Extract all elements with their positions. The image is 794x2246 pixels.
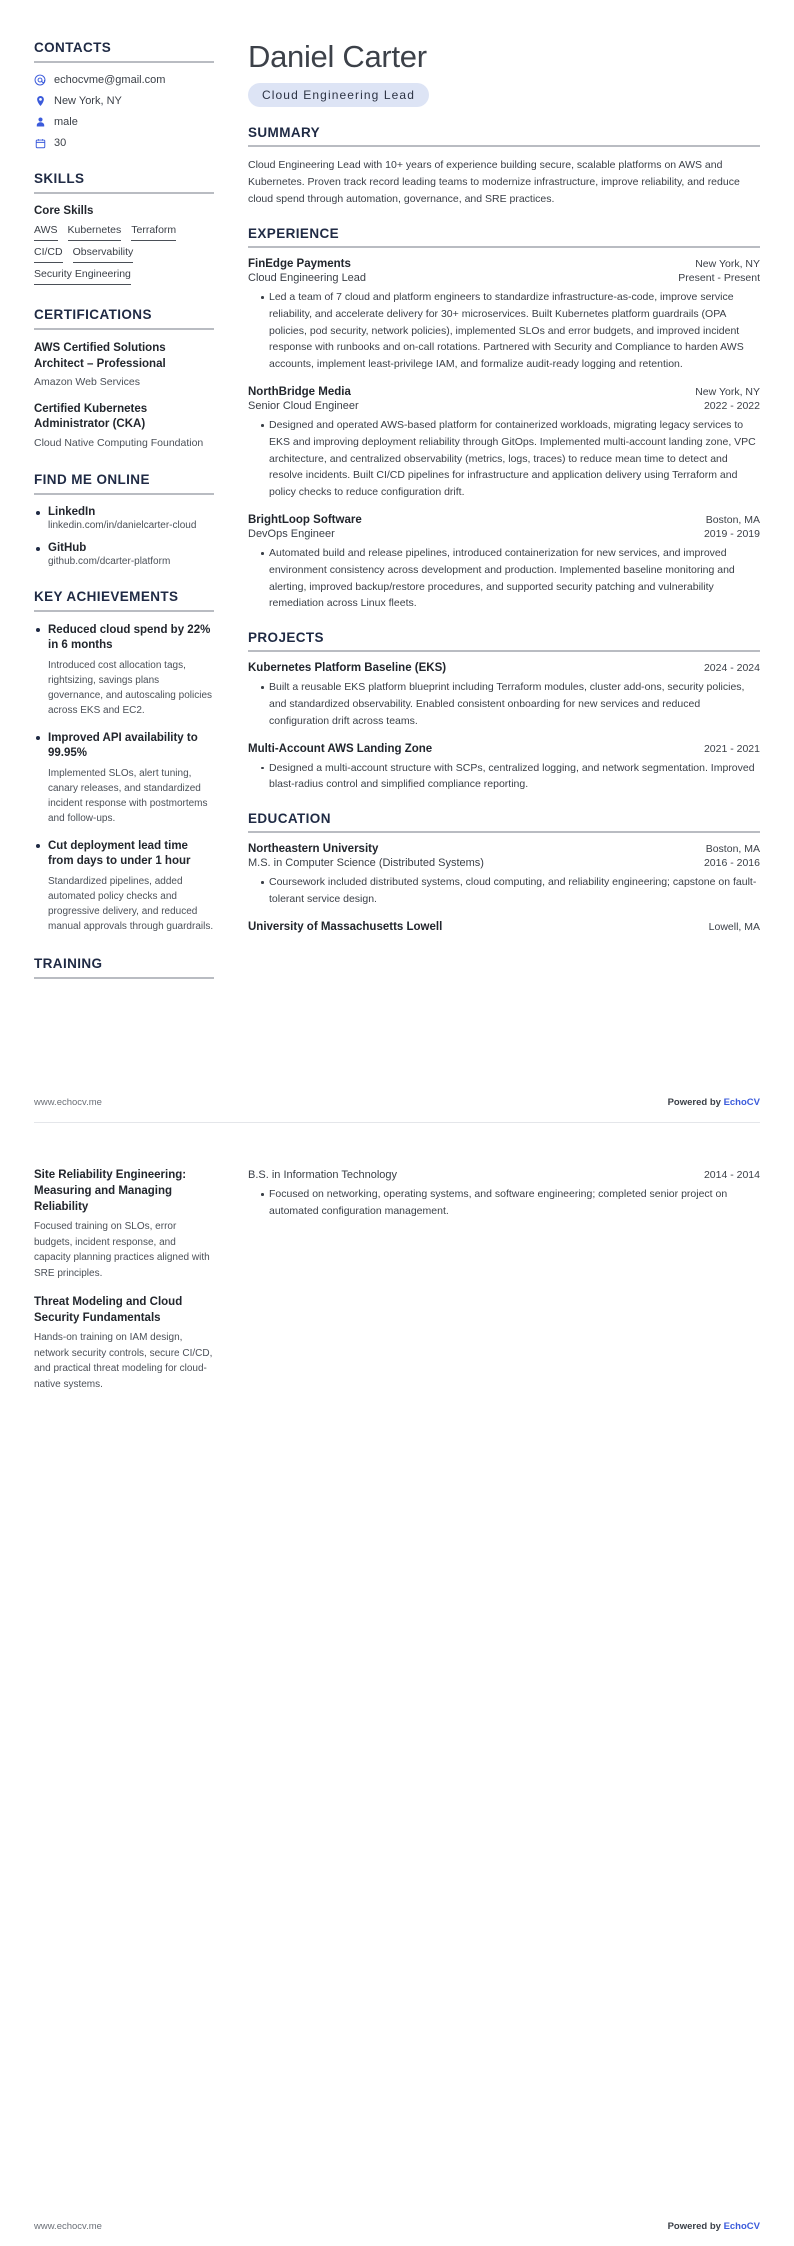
skills-group-title: Core Skills (34, 205, 94, 217)
footer-website[interactable]: www.echocv.me (34, 1097, 102, 1108)
experience-location: New York, NY (695, 386, 760, 399)
project-dates: 2021 - 2021 (703, 742, 760, 755)
section-divider (34, 192, 214, 194)
online-profile-linkedin[interactable] (34, 506, 214, 531)
online-profile-url[interactable]: github.com/dcarter-platform (48, 555, 171, 567)
certification-org: Cloud Native Computing Foundation (34, 436, 204, 449)
find-me-online-section (34, 472, 214, 567)
education-bullet: Coursework included distributed systems, cloud computing, and reliability engineering; capstone on fault-tolerant service design. (261, 874, 760, 908)
training-title: Threat Modeling and Cloud Security Fundamentals (34, 1296, 183, 1325)
online-profile-url[interactable]: linkedin.com/in/danielcarter-cloud (48, 519, 197, 531)
contact-value-location: New York, NY (54, 95, 122, 107)
project-name: Kubernetes Platform Baseline (EKS) (248, 662, 447, 675)
experience-location: New York, NY (695, 258, 760, 271)
education-entry-header (248, 921, 760, 933)
sidebar (34, 40, 232, 1087)
education-school: Northeastern University (248, 843, 379, 856)
skill-tag: Observability (73, 246, 134, 263)
education-dates: 2016 - 2016 (703, 857, 760, 870)
location-pin-icon (34, 95, 46, 107)
contacts-section (34, 40, 214, 149)
skills-heading: SKILLS (34, 171, 85, 186)
page-2-body (34, 1163, 760, 2211)
section-divider (34, 61, 214, 63)
section-divider (34, 977, 214, 979)
main-content-continued (232, 1167, 760, 2211)
achievement-item (34, 839, 214, 934)
section-divider (248, 650, 760, 652)
section-divider (34, 610, 214, 612)
experience-bullet: Led a team of 7 cloud and platform engineers to standardize infrastructure-as-code, improve service reliability, and accelerate delivery for 30+ microservices. Built Kubernetes platform guardrails (OPA policies, pod security, network policies), implemented SLOs and error budgets, and improved incident response with runbooks and on-call rotations. Partnered with Security and Compliance to harden AWS accounts, implement least-privilege IAM, and formalize audit-ready logging and retention. (261, 289, 760, 373)
experience-entry-header (248, 258, 760, 270)
training-item (34, 1294, 214, 1392)
experience-location: Boston, MA (705, 514, 760, 527)
experience-role: DevOps Engineer (248, 528, 335, 541)
training-description: Hands-on training on IAM design, network security controls, secure CI/CD, and practical threat modeling for cloud-native systems. (34, 1332, 213, 1390)
summary-heading: SUMMARY (248, 125, 321, 141)
certification-name: AWS Certified Solutions Architect – Professional (34, 342, 166, 370)
achievement-title: Improved API availability to 99.95% (48, 731, 198, 760)
section-divider (248, 831, 760, 833)
training-section-heading (34, 956, 214, 979)
experience-heading: EXPERIENCE (248, 226, 340, 242)
experience-section (248, 226, 760, 612)
project-bullet-list (248, 760, 760, 794)
section-divider (248, 246, 760, 248)
training-description: Focused training on SLOs, error budgets, incident response, and capacity planning practices aligned with SRE principles. (34, 1221, 210, 1279)
email-icon (34, 74, 46, 86)
experience-entry-header (248, 514, 760, 526)
project-bullet: Designed a multi-account structure with SCPs, centralized logging, and network segmentation. Improved blast-radius control and simplified compliance reporting. (261, 760, 760, 794)
experience-role: Senior Cloud Engineer (248, 400, 359, 413)
project-bullet: Built a reusable EKS platform blueprint including Terraform modules, cluster add-ons, security policies, and standardized observability. Enabled consistent onboarding for new services and reduced configuration drift across teams. (261, 679, 760, 729)
experience-entry (248, 514, 760, 612)
education-heading: EDUCATION (248, 811, 331, 827)
education-bullet-list (248, 874, 760, 908)
experience-entry-subheader (248, 528, 760, 540)
project-bullet-list (248, 679, 760, 729)
education-entry-header (248, 843, 760, 855)
training-section (34, 1167, 214, 1392)
footer-powered-by (668, 1097, 760, 1108)
find-me-online-heading: FIND ME ONLINE (34, 471, 150, 487)
section-divider (34, 493, 214, 495)
sidebar-continued (34, 1167, 232, 2211)
project-name: Multi-Account AWS Landing Zone (248, 742, 433, 755)
footer-website[interactable]: www.echocv.me (34, 2221, 102, 2232)
experience-company: BrightLoop Software (248, 514, 362, 527)
experience-bullet-list (248, 545, 760, 612)
contact-value-gender: male (54, 116, 78, 128)
education-entry-subheader (248, 857, 760, 869)
education-bullet: Focused on networking, operating systems, and software engineering; completed senior project on automated configuration management. (261, 1186, 760, 1220)
skill-tag-list (34, 224, 214, 285)
experience-bullet: Designed and operated AWS-based platform for containerized workloads, migrating legacy services to EKS and improving deployment reliability through GitOps. Implemented multi-account landing zone, VPC architecture, and centralized observability (metrics, logs, traces) to reduce mean time to detect and resolve incidents. Built CI/CD pipelines for infrastructure and application delivery using Terraform and policy checks to reduce configuration drift. (261, 417, 760, 501)
projects-section (248, 630, 760, 793)
project-dates: 2024 - 2024 (703, 662, 760, 675)
footer-powered-by-prefix: Powered by (667, 2221, 724, 2232)
experience-company: FinEdge Payments (248, 258, 351, 271)
education-entry (248, 921, 760, 933)
experience-dates: 2022 - 2022 (703, 400, 760, 413)
contact-value-email: echocvme@gmail.com (54, 74, 166, 86)
page-2-footer (34, 2211, 760, 2246)
contact-item-email[interactable] (34, 74, 214, 86)
training-heading: TRAINING (34, 955, 103, 971)
experience-role: Cloud Engineering Lead (248, 272, 367, 285)
contacts-heading: CONTACTS (34, 40, 112, 55)
education-location: Lowell, MA (708, 920, 760, 933)
education-school: University of Massachusetts Lowell (248, 920, 443, 933)
summary-section (248, 125, 760, 208)
summary-text: Cloud Engineering Lead with 10+ years of experience building secure, scalable platforms on AWS and Kubernetes. Proven track record leading teams to modernize infrastructure, improve reliability, and reduce cloud spend through automation, governance, and SRE practices. (248, 159, 740, 206)
section-divider (34, 328, 214, 330)
footer-brand-name: EchoCV (723, 1097, 760, 1108)
calendar-icon (34, 137, 46, 149)
experience-entry-subheader (248, 400, 760, 412)
person-icon (34, 116, 46, 128)
footer-powered-by-prefix: Powered by (667, 1097, 724, 1108)
online-profile-label: GitHub (48, 541, 87, 554)
achievement-description: Standardized pipelines, added automated policy checks and progressive delivery, and reduced manual approvals through guardrails. (48, 875, 214, 932)
experience-company: NorthBridge Media (248, 386, 351, 399)
project-entry (248, 662, 760, 729)
key-achievements-section (34, 589, 214, 934)
education-bullet-list (248, 1186, 760, 1220)
projects-heading: PROJECTS (248, 630, 324, 646)
achievement-item (34, 623, 214, 718)
certifications-heading: CERTIFICATIONS (34, 307, 152, 323)
job-title-badge: Cloud Engineering Lead (248, 83, 429, 107)
experience-bullet-list (248, 417, 760, 501)
certification-name: Certified Kubernetes Administrator (CKA) (34, 402, 148, 431)
education-entry (248, 843, 760, 908)
experience-dates: 2019 - 2019 (703, 528, 760, 541)
resume-page-2 (0, 1123, 794, 2246)
project-entry-header (248, 662, 760, 674)
main-content (232, 40, 760, 1087)
key-achievements-heading: KEY ACHIEVEMENTS (34, 588, 179, 604)
skill-tag: AWS (34, 224, 58, 241)
experience-bullet: Automated build and release pipelines, introduced containerization for new services, and improved environment consistency across development and production. Implemented baseline monitoring and alerting, improved backup/restore procedures, and supported security patching and vulnerability remediation across Linux fleets. (261, 545, 760, 612)
page-title: Daniel Carter (248, 39, 427, 74)
education-degree: M.S. in Computer Science (Distributed Systems) (248, 857, 484, 870)
experience-entry-header (248, 386, 760, 398)
skill-tag: CI/CD (34, 246, 63, 263)
page-1-footer (34, 1087, 760, 1122)
education-entry-continued (248, 1169, 760, 1220)
contact-item-gender (34, 116, 214, 128)
online-profile-label: LinkedIn (48, 505, 96, 518)
education-location: Boston, MA (705, 843, 760, 856)
contact-item-location (34, 95, 214, 107)
education-degree: B.S. in Information Technology (248, 1169, 397, 1181)
achievement-title: Reduced cloud spend by 22% in 6 months (48, 623, 211, 652)
achievement-title: Cut deployment lead time from days to under 1 hour (48, 839, 191, 868)
certification-item (34, 341, 214, 389)
training-item (34, 1167, 214, 1281)
skill-tag: Kubernetes (68, 224, 122, 241)
experience-bullet-list (248, 289, 760, 373)
education-section (248, 811, 760, 933)
achievement-description: Introduced cost allocation tags, rightsizing, savings plans governance, and autoscaling policies across EKS and EC2. (48, 659, 212, 716)
achievement-item (34, 731, 214, 826)
education-dates: 2014 - 2014 (703, 1169, 760, 1181)
footer-brand-name: EchoCV (723, 2221, 760, 2232)
project-entry (248, 743, 760, 794)
experience-dates: Present - Present (678, 272, 760, 285)
skill-tag: Security Engineering (34, 268, 131, 285)
online-profile-github[interactable] (34, 542, 214, 567)
skill-tag: Terraform (131, 224, 176, 241)
section-divider (248, 145, 760, 147)
training-title: Site Reliability Engineering: Measuring and Managing Reliability (34, 1169, 187, 1214)
achievement-description: Implemented SLOs, alert tuning, canary releases, and standardized incident response with postmortems and follow-ups. (48, 767, 208, 824)
page-1-body (34, 40, 760, 1087)
certifications-section (34, 307, 214, 449)
experience-entry-subheader (248, 272, 760, 284)
experience-entry (248, 258, 760, 373)
project-entry-header (248, 743, 760, 755)
contact-value-age: 30 (54, 137, 67, 149)
experience-entry (248, 386, 760, 501)
contact-item-age (34, 137, 214, 149)
skills-section (34, 171, 214, 285)
education-entry-subheader (248, 1169, 760, 1181)
certification-item (34, 402, 214, 450)
footer-powered-by (668, 2221, 760, 2232)
certification-org: Amazon Web Services (34, 376, 141, 389)
